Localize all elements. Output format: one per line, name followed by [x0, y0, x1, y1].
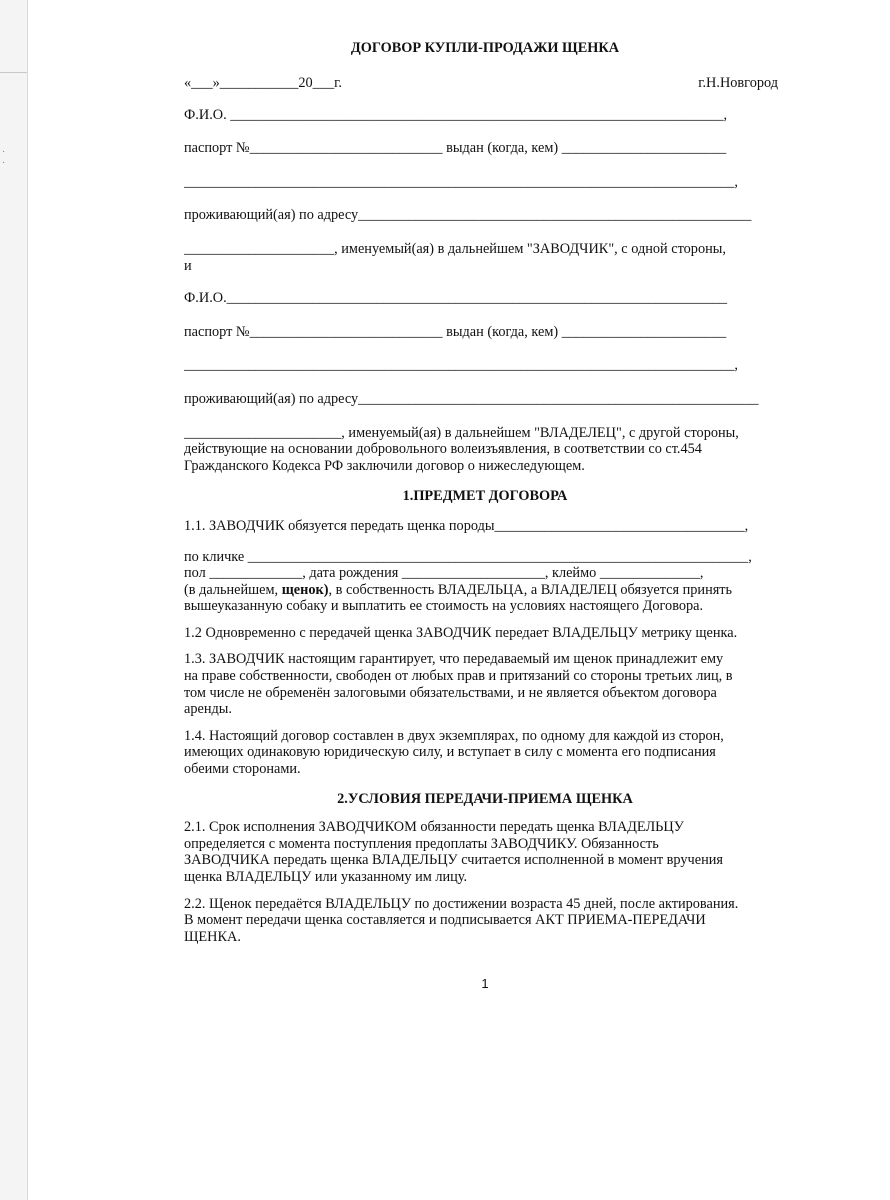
party2-passport: паспорт №___________________________ выдан (когда, кем) _______________________	[184, 323, 727, 340]
clause-2-1-line1: 2.1. Срок исполнения ЗАВОДЧИКОМ обязанности передать щенка ВЛАДЕЛЬЦУ	[184, 819, 684, 836]
date-line: «___»___________20___г.	[184, 74, 342, 91]
clause-2-1-line2: определяется с момента поступления предоплаты ЗАВОДЧИКУ. Обязанность	[184, 835, 659, 852]
party1-fio: Ф.И.О. _____________________________________________________________________,	[184, 106, 728, 123]
margin-mark: · ·	[2, 146, 6, 168]
party1-address: проживающий(ая) по адресу_______________________________________________________	[184, 207, 752, 224]
clause-1-3-line1: 1.3. ЗАВОДЧИК настоящим гарантирует, что передаваемый им щенок принадлежит ему	[184, 651, 724, 668]
clause-1-1-name: по кличке ______________________________________________________________________,	[184, 548, 752, 565]
clause-2-1-line3: ЗАВОДЧИКА передать щенка ВЛАДЕЛЬЦУ считается исполненной в момент вручения	[184, 852, 723, 869]
party1-and: и	[184, 257, 192, 274]
document-page	[184, 40, 786, 991]
document-title: ДОГОВОР КУПЛИ-ПРОДАЖИ ЩЕНКА	[350, 40, 620, 56]
clause-1-3-line4: аренды.	[184, 701, 232, 718]
section1-heading: 1.ПРЕДМЕТ ДОГОВОРА	[402, 488, 568, 505]
clause-1-4-line3: обеими сторонами.	[184, 761, 301, 778]
clause-1-2: 1.2 Одновременно с передачей щенка ЗАВОДЧИК передает ВЛАДЕЛЬЦУ метрику щенка.	[184, 624, 738, 641]
party1-named: _____________________, именуемый(ая) в дальнейшем "ЗАВОДЧИК", с одной стороны,	[184, 240, 726, 257]
margin-divider	[0, 72, 27, 73]
party2-blank: _____________________________________________________________________________,	[184, 357, 739, 374]
party2-basis: действующие на основании добровольного волеизъявления, в соответствии со ст.454	[184, 441, 702, 458]
party2-fio: Ф.И.О.______________________________________________________________________	[184, 290, 728, 307]
clause-1-1-ownership: (в дальнейшем, щенок), в собственность ВЛАДЕЛЬЦА, а ВЛАДЕЛЕЦ обязуется принять	[184, 581, 733, 598]
page-number: 1	[481, 976, 489, 991]
party1-passport: паспорт №___________________________ выдан (когда, кем) _______________________	[184, 140, 727, 157]
left-margin-strip	[0, 0, 28, 1200]
clause-1-3-line3: том числе не обременён залоговыми обязательствами, и не является объектом договора	[184, 684, 717, 701]
clause-2-1-line4: щенка ВЛАДЕЛЬЦУ или указанному им лицу.	[184, 869, 468, 885]
party2-named: ______________________, именуемый(ая) в дальнейшем "ВЛАДЕЛЕЦ", с другой стороны,	[184, 424, 739, 441]
clause-2-2-line3: ЩЕНКА.	[184, 928, 241, 945]
section2-heading: 2.УСЛОВИЯ ПЕРЕДАЧИ-ПРИЕМА ЩЕНКА	[337, 790, 633, 807]
clause-2-2-line1: 2.2. Щенок передаётся ВЛАДЕЛЬЦУ по достижении возраста 45 дней, после актирования.	[184, 895, 739, 912]
clause-1-4-line1: 1.4. Настоящий договор составлен в двух экземплярах, по одному для каждой из сторон,	[184, 727, 724, 744]
clause-2-2-line2: В момент передачи щенка составляется и подписывается АКТ ПРИЕМА-ПЕРЕДАЧИ	[184, 912, 706, 929]
puppy-term: щенок)	[281, 581, 329, 598]
clause-1-1-breed: 1.1. ЗАВОДЧИК обязуется передать щенка породы___________________________________,	[184, 517, 749, 534]
party1-blank: _____________________________________________________________________________,	[184, 173, 739, 190]
city: г.Н.Новгород	[698, 74, 778, 91]
party2-code: Гражданского Кодекса РФ заключили договор о нижеследующем.	[184, 457, 585, 474]
clause-1-1-payment: вышеуказанную собаку и выплатить ее стоимость на условиях настоящего Договора.	[184, 598, 704, 615]
party2-address: проживающий(ая) по адресу________________________________________________________	[184, 390, 759, 407]
clause-1-1-sex-date: пол _____________, дата рождения ____________________, клеймо ______________,	[184, 565, 704, 582]
clause-1-4-line2: имеющих одинаковую юридическую силу, и вступает в силу с момента его подписания	[184, 744, 716, 761]
clause-1-3-line2: на праве собственности, свободен от любых прав и притязаний со стороны третьих лиц, в	[184, 668, 733, 685]
date-city-row	[184, 75, 786, 93]
